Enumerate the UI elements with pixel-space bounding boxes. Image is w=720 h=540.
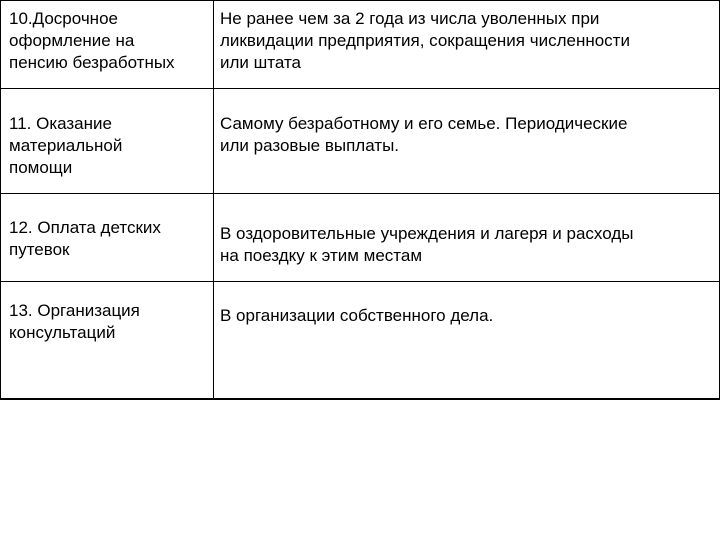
description-cell: В организации собственного дела.: [220, 306, 494, 325]
row-separator: [1, 88, 719, 89]
service-cell: 13. Организация консультаций: [9, 301, 140, 342]
column-divider: [213, 1, 214, 398]
description-cell: Не ранее чем за 2 года из числа уволенных при ликвидации предприятия, сокращения численности или штата: [220, 9, 630, 72]
service-cell: 11. Оказание материальной помощи: [9, 114, 123, 177]
row-separator: [1, 193, 719, 194]
service-cell: 12. Оплата детских путевок: [9, 218, 161, 259]
description-cell: Самому безработному и его семье. Периодические или разовые выплаты.: [220, 114, 628, 155]
service-cell: 10.Досрочное оформление на пенсию безработных: [9, 9, 175, 72]
row-separator: [1, 281, 719, 282]
description-cell: В оздоровительные учреждения и лагеря и расходы на поездку к этим местам: [220, 224, 634, 265]
